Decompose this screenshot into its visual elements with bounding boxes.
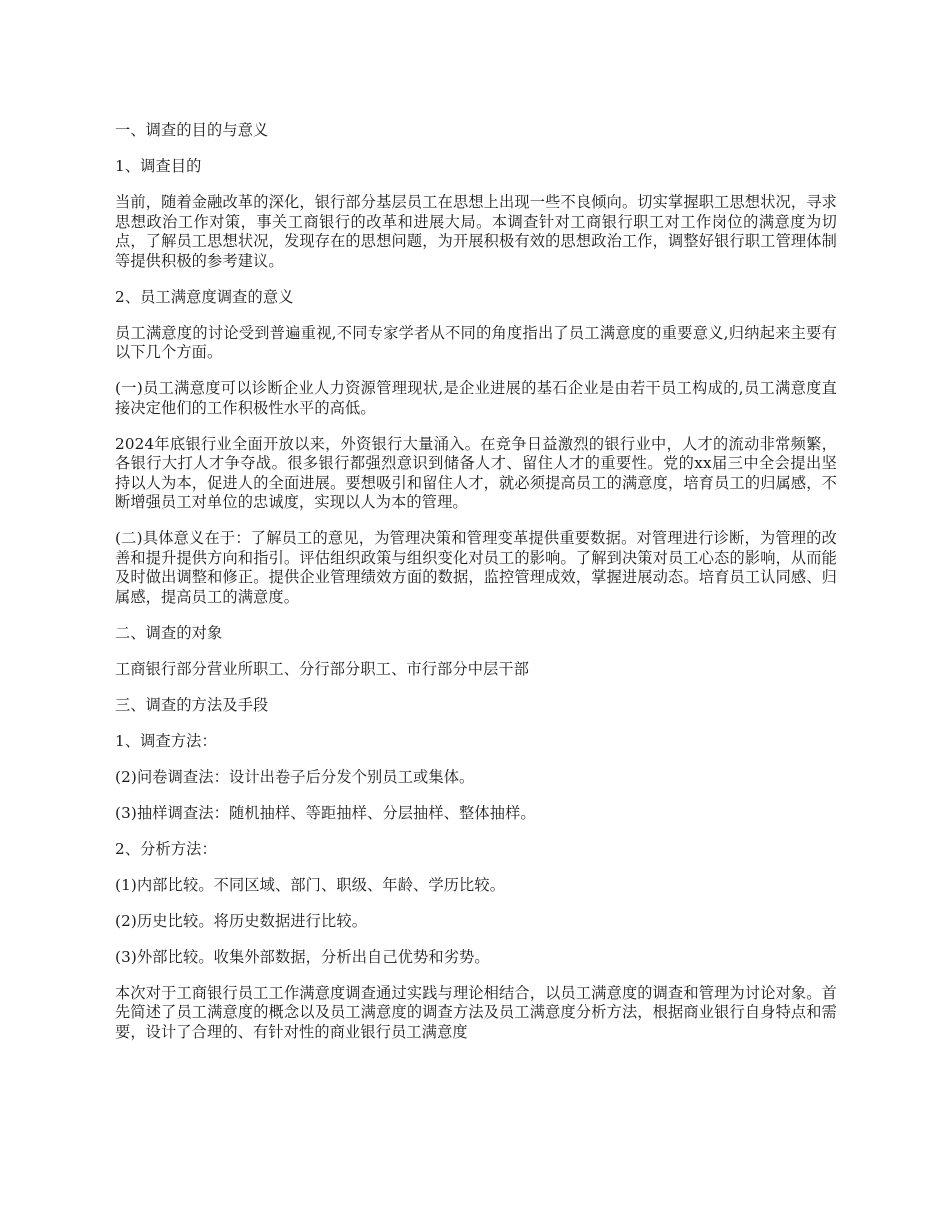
subheading-survey-methods: 1、调查方法：: [115, 731, 217, 750]
subheading-analysis-methods: 2、分析方法：: [115, 839, 217, 858]
document-page: [115, 121, 837, 1059]
list-item-external-comparison: (3)外部比较。收集外部数据，分析出自己优势和劣势。: [115, 947, 490, 966]
paragraph-significance-one: (一)员工满意度可以诊断企业人力资源管理现状,是企业进展的基石企业是由若干员工构成的,员工满意度直接决定他们的工作积极性水平的高低。: [115, 379, 837, 417]
list-item-internal-comparison: (1)内部比较。不同区域、部门、职级、年龄、学历比较。: [115, 875, 506, 894]
list-item-historical-comparison: (2)历史比较。将历史数据进行比较。: [115, 911, 368, 930]
paragraph-banking-context: 2024年底银行业全面开放以来，外资银行大量涌入。在竞争日益激烈的银行业中，人才的流动非常频繁，各银行大打人才争夺战。很多银行都强烈意识到储备人才、留住人才的重要性。党的xx届三中全会提出坚持以人为本，促进人的全面进展。要想吸引和留住人才，就必须提高员工的满意度，培育员工的归属感，不断增强员工对单位的忠诚度，实现以人为本的管理。: [115, 434, 837, 511]
paragraph-conclusion: 本次对于工商银行员工工作满意度调查通过实践与理论相结合，以员工满意度的调查和管理为讨论对象。首先简述了员工满意度的概念以及员工满意度的调查方法及员工满意度分析方法，根据商业银行自身特点和需要，设计了合理的、有针对性的商业银行员工满意度: [115, 983, 837, 1041]
section-heading-purpose: 一、调查的目的与意义: [115, 121, 269, 139]
list-item-sampling: (3)抽样调查法：随机抽样、等距抽样、分层抽样、整体抽样。: [115, 803, 536, 822]
subheading-survey-purpose: 1、调查目的: [115, 157, 202, 175]
section-heading-methods: 三、调查的方法及手段: [115, 695, 269, 714]
paragraph-significance-intro: 员工满意度的讨论受到普遍重视,不同专家学者从不同的角度指出了员工满意度的重要意义,归纳起来主要有以下几个方面。: [115, 323, 837, 361]
subheading-survey-significance: 2、员工满意度调查的意义: [115, 287, 294, 306]
list-item-questionnaire: (2)问卷调查法：设计出卷子后分发个别员工或集体。: [115, 767, 475, 786]
section-heading-subjects: 二、调查的对象: [115, 623, 223, 642]
paragraph-significance-two: (二)具体意义在于：了解员工的意见，为管理决策和管理变革提供重要数据。对管理进行诊断，为管理的改善和提升提供方向和指引。评估组织政策与组织变化对员工的影响。了解到决策对员工心态的影响，从而能及时做出调整和修正。提供企业管理绩效方面的数据，监控管理成效，掌握进展动态。培育员工认同感、归属感，提高员工的满意度。: [115, 529, 837, 606]
paragraph-purpose-body: 当前，随着金融改革的深化，银行部分基层员工在思想上出现一些不良倾向。切实掌握职工思想状况，寻求思想政治工作对策，事关工商银行的改革和进展大局。本调查针对工商银行职工对工作岗位的满意度为切点，了解员工思想状况，发现存在的思想问题，为开展积极有效的思想政治工作，调整好银行职工管理体制等提供积极的参考建议。: [115, 193, 837, 270]
paragraph-subjects-body: 工商银行部分营业所职工、分行部分职工、市行部分中层干部: [115, 659, 530, 678]
